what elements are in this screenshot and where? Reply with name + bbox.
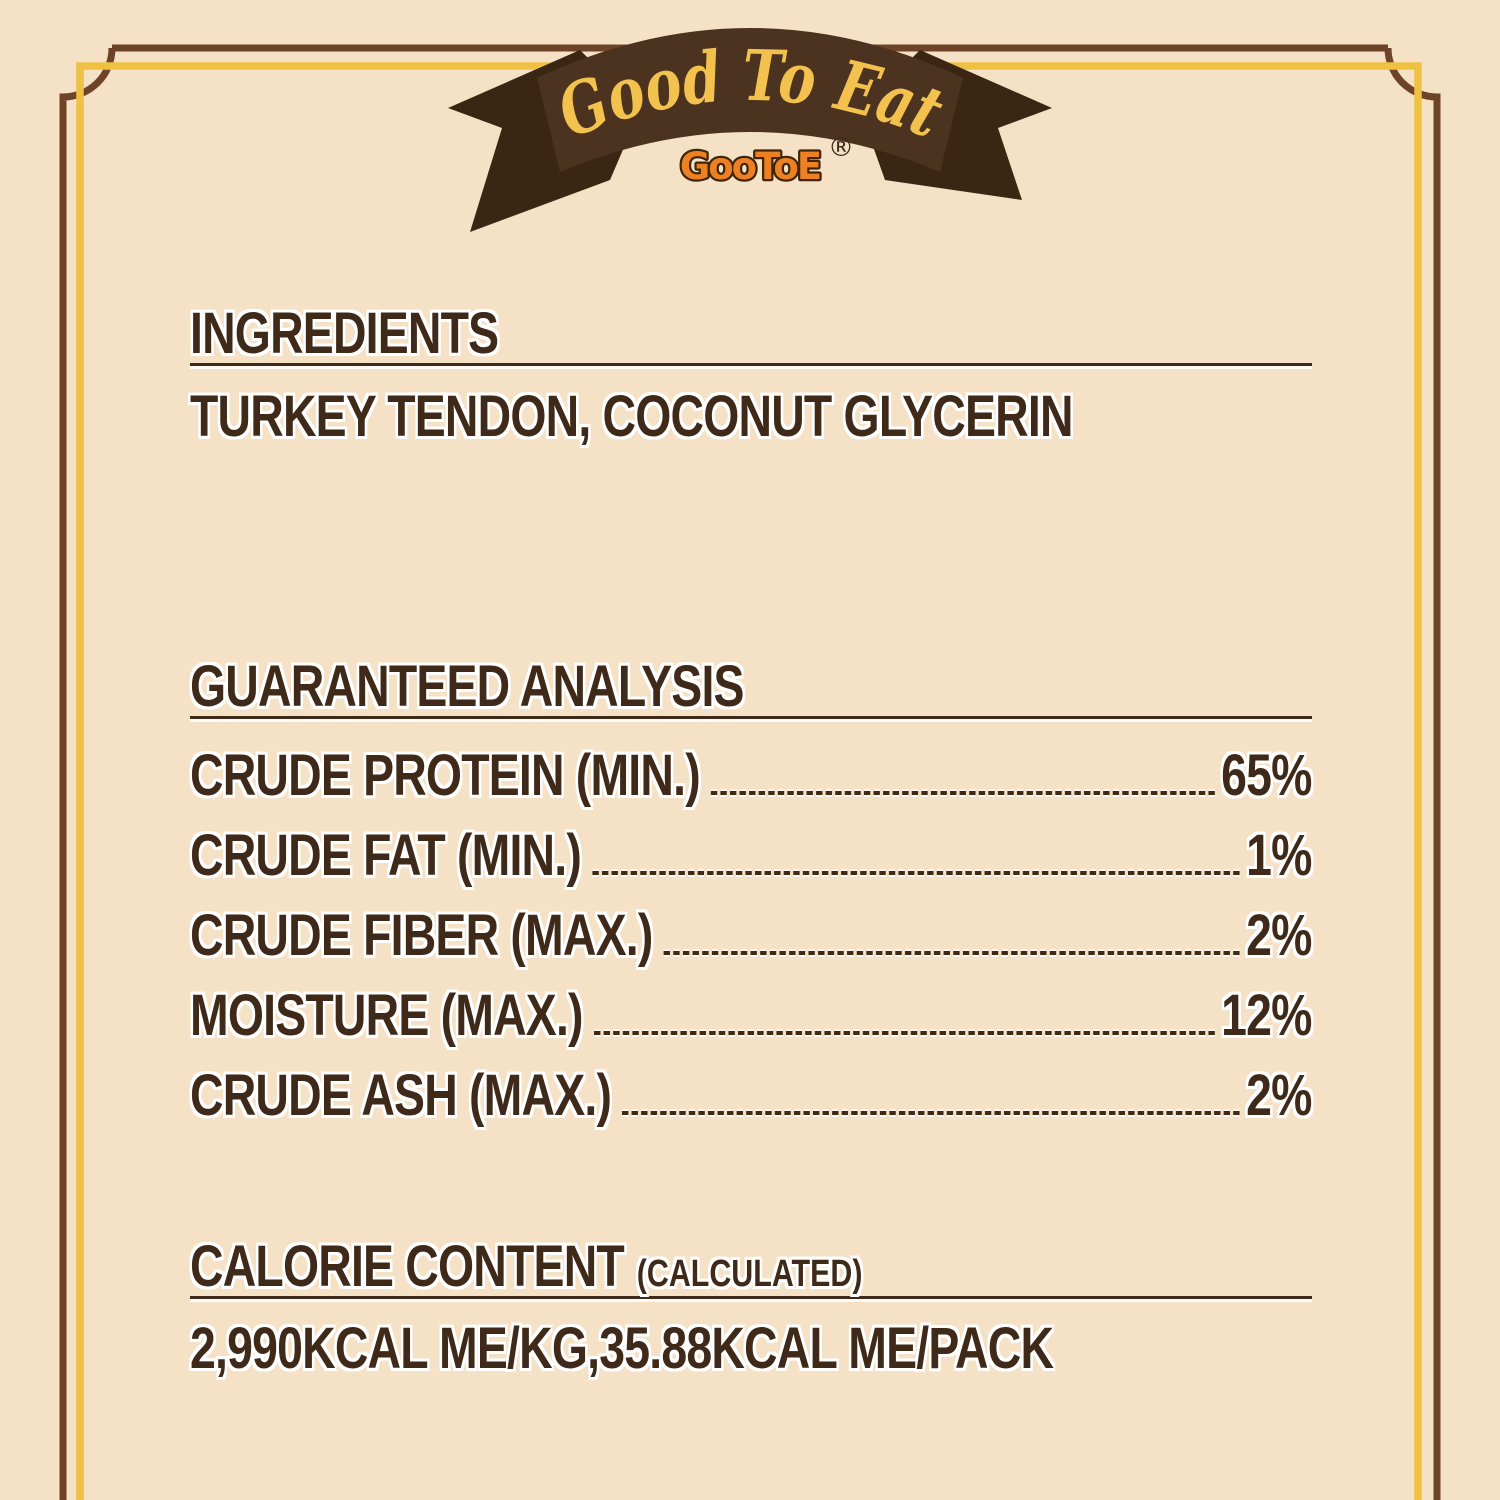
calorie-heading-note: (CALCULATED) [636, 1253, 863, 1295]
guaranteed-analysis-heading-text: GUARANTEED ANALYSIS [190, 654, 744, 719]
analysis-row-crude-protein [190, 725, 1312, 808]
analysis-row-value: 2% [1246, 1063, 1312, 1128]
analysis-row-label: CRUDE ASH (MAX.) [190, 1063, 612, 1128]
ingredients-value: TURKEY TENDON, COCONUT GLYCERIN [190, 384, 1073, 449]
analysis-row-label: CRUDE FIBER (MAX.) [190, 903, 653, 968]
analysis-row-moisture [190, 965, 1312, 1048]
analysis-row-value: 1% [1246, 823, 1312, 888]
analysis-row-value: 65% [1221, 743, 1312, 808]
dotted-leader [711, 791, 1215, 795]
banner-script-text: Good To Eat [546, 33, 961, 157]
calorie-heading-line [190, 1234, 1312, 1299]
guaranteed-analysis-table [190, 725, 1312, 1128]
analysis-row-crude-fiber [190, 885, 1312, 968]
analysis-row-label: CRUDE FAT (MIN.) [190, 823, 582, 888]
dotted-leader [592, 871, 1240, 875]
ingredients-heading-text: INGREDIENTS [190, 301, 499, 366]
dotted-leader [622, 1111, 1239, 1115]
dotted-leader [594, 1031, 1215, 1035]
calorie-value: 2,990KCAL ME/KG,35.88KCAL ME/PACK [190, 1316, 1054, 1381]
calorie-heading-text: CALORIE CONTENT [190, 1234, 624, 1299]
analysis-row-crude-ash [190, 1045, 1312, 1128]
registered-mark: ® [828, 133, 854, 163]
ingredients-section-heading [190, 301, 1312, 366]
calorie-content-section-heading [190, 1234, 1312, 1299]
analysis-row-label: MOISTURE (MAX.) [190, 983, 583, 1048]
label-content [190, 0, 1312, 1500]
analysis-row-label: CRUDE PROTEIN (MIN.) [190, 743, 700, 808]
brand-logo-text: GooToE [679, 145, 821, 188]
analysis-row-crude-fat [190, 805, 1312, 888]
analysis-row-value: 2% [1246, 903, 1312, 968]
guaranteed-analysis-section-heading [190, 654, 1312, 719]
dotted-leader [664, 951, 1240, 955]
analysis-row-value: 12% [1221, 983, 1312, 1048]
